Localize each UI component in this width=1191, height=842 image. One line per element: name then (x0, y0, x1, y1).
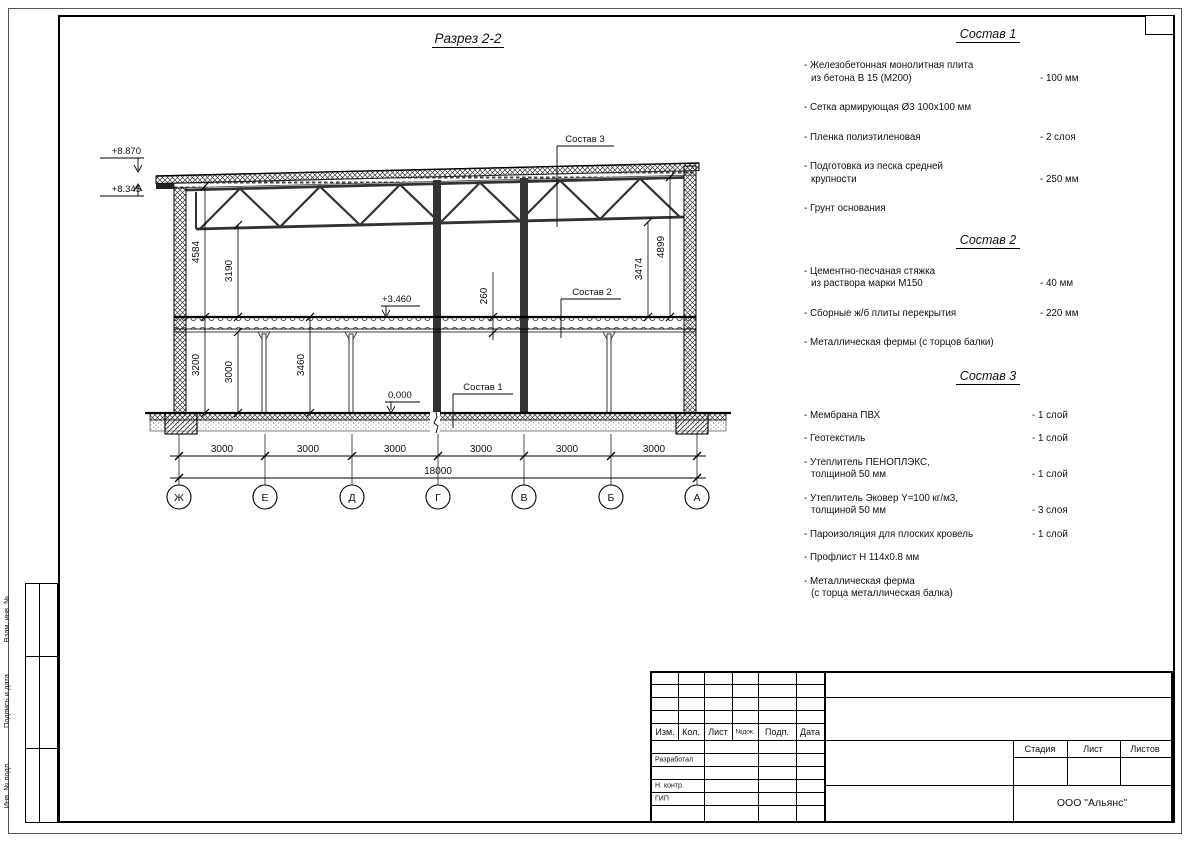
foundation-right (676, 413, 708, 434)
tb-company-name: ООО "Альянс" (1056, 797, 1128, 809)
axis-label: Ж (174, 492, 184, 504)
strip-label-inv: Инв. № подл. (1, 761, 11, 809)
legend-item: - Железобетонная монолитная плита из бетона В 15 (М200) - 100 мм (804, 60, 1079, 84)
column-axis-e (258, 332, 270, 413)
dim-3460: 3460 (296, 353, 307, 377)
legend-section-title: Состав 2 (956, 233, 1020, 249)
span-dim: 3000 (383, 444, 407, 455)
strip-label-podpis: Подпись и дата (1, 674, 11, 728)
dim-4899: 4899 (656, 235, 667, 259)
eave-block (156, 184, 174, 190)
column-axis-v (520, 178, 528, 413)
legend-item: - Мембрана ПВХ - 1 слой (804, 409, 1068, 421)
dim-4584: 4584 (191, 240, 202, 264)
axis-label: Е (261, 492, 269, 504)
dim-3190: 3190 (224, 259, 235, 283)
legend-item: - Пленка полиэтиленовая - 2 слоя (804, 131, 1076, 143)
tb-stage-header: Стадия (1024, 744, 1056, 754)
legend-item: - Подготовка из песка средней крупности - 250 мм (804, 161, 1079, 185)
axis-label: Д (348, 492, 356, 504)
tb-col-izm: Изм. (655, 727, 675, 737)
column-axis-g (433, 180, 441, 413)
dim-3000: 3000 (224, 360, 235, 384)
span-dim: 3000 (296, 444, 320, 455)
margin-strip (25, 583, 58, 823)
legend-item: - Цементно-песчаная стяжка из раствора марки М150 - 40 мм (804, 265, 1074, 289)
legend-section-2-items (798, 266, 1178, 350)
section-view-title: Разрез 2-2 (408, 31, 528, 46)
legend-item: - Сборные ж/б плиты перекрытия - 220 мм (804, 307, 1079, 319)
tb-sheet-header: Лист (1083, 744, 1103, 754)
dim-3200: 3200 (191, 353, 202, 377)
bottom-dimension-chain (170, 434, 706, 486)
strip-divider (39, 584, 40, 822)
foundation-left (165, 413, 197, 434)
total-dim: 18000 (424, 466, 452, 477)
dim-3474: 3474 (634, 257, 645, 281)
walls-and-columns (174, 166, 696, 413)
column-axis-d (345, 332, 357, 413)
span-dim: 3000 (210, 444, 234, 455)
axis-label: Г (435, 492, 441, 504)
elevation-floor0: 0.000 (388, 390, 412, 401)
column-axis-b (603, 332, 615, 413)
strip-divider (26, 748, 57, 749)
wall-axis-a (684, 166, 696, 413)
legend-item: - Металлическая ферма (с торца металлическая балка) (804, 575, 953, 599)
strip-divider (26, 656, 57, 657)
axis-label: Б (607, 492, 615, 504)
legend-section-3-items (798, 410, 1178, 601)
span-dim: 3000 (469, 444, 493, 455)
tb-role-ncontrol: Н. контр. (655, 782, 684, 789)
legend-item: - Профлист Н 114х0.8 мм (804, 552, 920, 563)
tb-col-data: Дата (800, 727, 820, 737)
tb-col-list: Лист (708, 727, 728, 737)
callout-sostav-3: Состав 3 (565, 134, 605, 145)
span-dim: 3000 (555, 444, 579, 455)
elevation-floor2: +3.460 (382, 294, 412, 305)
legend-section-1-items (798, 60, 1178, 216)
elevation-eave: +8.345 (111, 184, 141, 195)
legend-item: - Металлическая фермы (с торцов балки) (804, 337, 994, 348)
callout-sostav-2: Состав 2 (572, 287, 612, 298)
legend-item: - Геотекстиль - 1 слой (804, 433, 1068, 444)
axis-label: В (520, 492, 528, 504)
ground-slab (145, 412, 731, 434)
axis-label: А (693, 492, 701, 504)
axis-bubbles (167, 485, 709, 509)
tb-role-developer: Разработал (655, 756, 694, 763)
strip-label-vzam: Взам. инв. № (1, 595, 11, 643)
wall-axis-zh (174, 188, 186, 413)
composition-legend (798, 27, 1178, 612)
tb-sheets-header: Листов (1130, 744, 1160, 754)
span-dim: 3000 (642, 444, 666, 455)
legend-section-title: Состав 1 (956, 27, 1020, 43)
elevation-roof-top: +8.870 (111, 146, 141, 157)
legend-item: - Грунт основания (804, 203, 886, 214)
title-block (650, 671, 1173, 823)
tb-col-ndok: №док. (735, 728, 755, 736)
tb-col-podp: Подп. (765, 727, 789, 737)
legend-item: - Сетка армирующая Ø3 100х100 мм (804, 102, 972, 113)
dim-260: 260 (479, 287, 490, 305)
legend-item: - Утеплитель ПЕНОПЛЭКС, толщиной 50 мм - 1 слой (804, 456, 1068, 480)
legend-section-title: Состав 3 (956, 369, 1020, 385)
tb-role-gip: ГИП (655, 795, 669, 802)
tb-col-kol: Кол. (682, 727, 700, 737)
callout-sostav-1: Состав 1 (463, 382, 503, 393)
legend-item: - Пароизоляция для плоских кровель - 1 слой (804, 528, 1068, 540)
legend-item: - Утеплитель Эковер Y=100 кг/м3, толщиной 50 мм - 3 слоя (804, 492, 1068, 516)
